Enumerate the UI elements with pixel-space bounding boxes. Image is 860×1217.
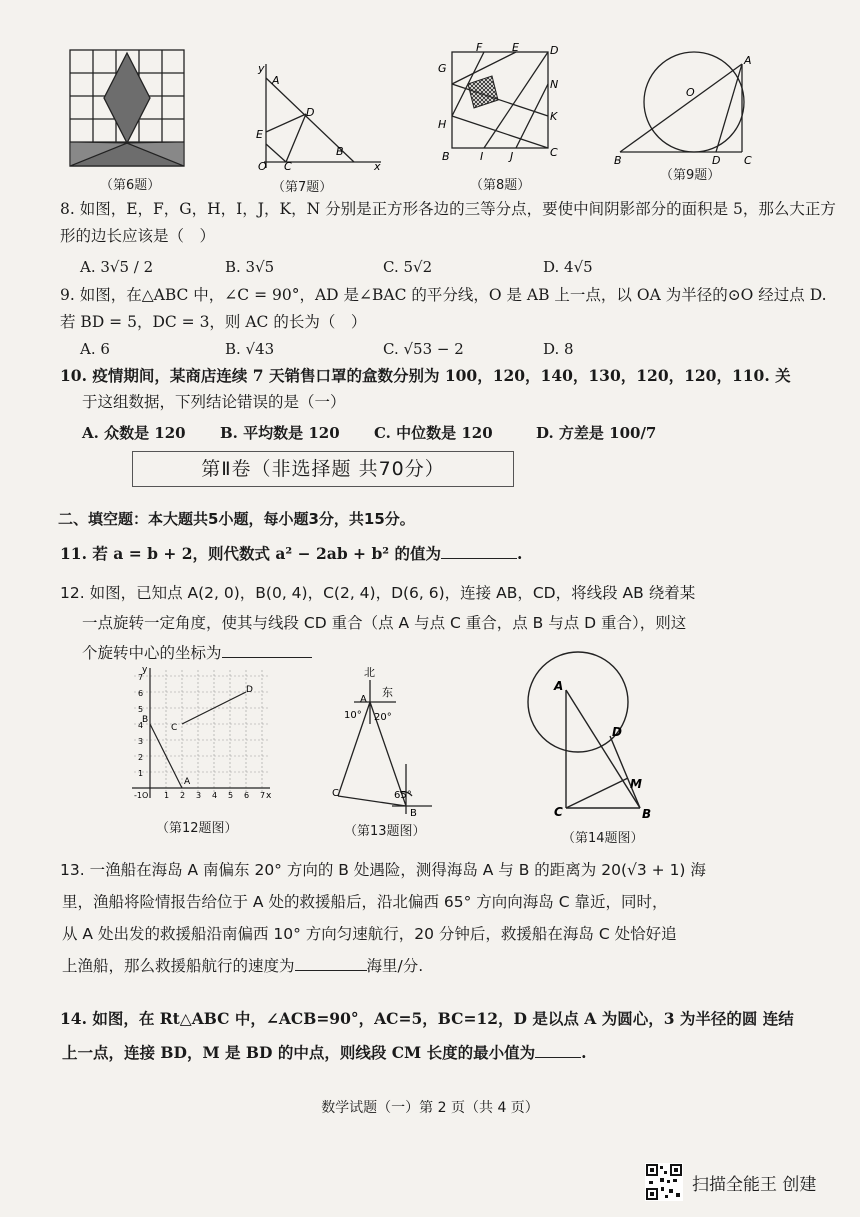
figure-7-axes xyxy=(236,60,386,172)
svg-text:D: D xyxy=(306,106,315,119)
svg-text:J: J xyxy=(510,150,514,163)
svg-text:3: 3 xyxy=(196,791,202,800)
question-11-suffix: . xyxy=(516,544,523,563)
svg-text:1: 1 xyxy=(138,769,144,778)
figure-7-caption: （第7题） xyxy=(272,180,333,195)
figure-14-caption: （第14题图） xyxy=(562,831,644,846)
svg-text:D: D xyxy=(246,685,253,695)
question-14 xyxy=(60,1002,830,1070)
figure-12-coordinate-grid xyxy=(128,664,274,804)
question-14-text: 上一点，连接 BD，M 是 BD 的中点，则线段 CM 长度的最小值为 xyxy=(62,1043,536,1062)
option-b: B. 平均数是 120 xyxy=(220,424,340,442)
svg-text:O: O xyxy=(686,86,695,99)
svg-text:东: 东 xyxy=(382,686,393,699)
svg-text:M: M xyxy=(630,777,642,791)
svg-text:O: O xyxy=(142,791,149,800)
svg-text:A: A xyxy=(272,74,280,87)
figure-8-square xyxy=(432,42,562,172)
question-11-answer-blank xyxy=(441,540,517,559)
svg-text:B: B xyxy=(410,808,417,816)
figure-8-caption: （第8题） xyxy=(470,178,531,193)
svg-text:H: H xyxy=(438,118,447,131)
option-c: C. 中位数是 120 xyxy=(374,424,493,442)
question-12 xyxy=(60,578,830,668)
svg-text:C: C xyxy=(284,160,292,172)
svg-text:2: 2 xyxy=(180,791,186,800)
svg-text:G: G xyxy=(438,62,447,75)
question-13-line-2: 里，渔船将险情报告给位于 A 处的救援船后，沿北偏西 65° 方向向海岛 C 靠近，同时， xyxy=(62,893,668,911)
svg-text:1: 1 xyxy=(164,791,170,800)
svg-text:C: C xyxy=(554,805,563,819)
svg-text:65°: 65° xyxy=(394,790,412,801)
question-9-line-1: 9. 如图，在△ABC 中，∠C = 90°，AD 是∠BAC 的平分线，O 是 AB 上一点，以 OA 为半径的⊙O 经过点 D. xyxy=(60,286,827,304)
svg-text:C: C xyxy=(744,154,752,167)
question-13-line-3: 从 A 处出发的救援船沿南偏西 10° 方向匀速航行，20 分钟后，救援船在海岛 C 处恰好追 xyxy=(62,925,677,943)
svg-text:7: 7 xyxy=(138,673,144,682)
figure-13-caption: （第13题图） xyxy=(344,824,426,839)
question-10-line-1: 10. 疫情期间，某商店连续 7 天销售口罩的盒数分别为 100，120，140，130，120，120，110. 关 xyxy=(60,366,791,385)
svg-text:C: C xyxy=(550,146,558,159)
svg-text:4: 4 xyxy=(138,721,144,730)
svg-text:10°: 10° xyxy=(344,710,362,721)
figure-13-navigation xyxy=(332,664,442,816)
svg-text:x: x xyxy=(266,791,272,801)
option-a: A. 3√5 / 2 xyxy=(80,258,154,276)
svg-text:5: 5 xyxy=(138,705,144,714)
figure-6-caption: （第6题） xyxy=(100,178,161,193)
question-12-answer-blank xyxy=(222,639,312,658)
svg-text:5: 5 xyxy=(228,791,234,800)
question-12-line-2: 一点旋转一定角度，使其与线段 CD 重合（点 A 与点 C 重合，点 B 与点 D 重合），则这 xyxy=(82,614,687,632)
option-a: A. 众数是 120 xyxy=(82,424,186,442)
option-a: A. 6 xyxy=(80,340,110,358)
svg-text:D: D xyxy=(712,154,721,167)
question-8 xyxy=(60,196,836,250)
svg-text:B: B xyxy=(142,715,149,725)
question-13-line-1: 13. 一渔船在海岛 A 南偏东 20° 方向的 B 处遇险，测得海岛 A 与 B 的距离为 20(√3 + 1) 海 xyxy=(60,861,706,879)
question-10-line-2: 于这组数据，下列结论错误的是（一） xyxy=(82,393,346,411)
svg-text:3: 3 xyxy=(138,737,144,746)
question-14-suffix: . xyxy=(581,1043,587,1062)
question-13-answer-blank xyxy=(295,952,367,971)
option-d: D. 4√5 xyxy=(543,258,593,276)
svg-text:C: C xyxy=(171,723,178,733)
svg-text:I: I xyxy=(480,150,484,163)
option-c: C. √53 − 2 xyxy=(383,340,464,358)
figure-6-grid-kite xyxy=(68,48,186,170)
svg-text:B: B xyxy=(442,150,450,163)
svg-text:E: E xyxy=(512,42,519,54)
svg-text:A: A xyxy=(744,54,752,67)
svg-text:D: D xyxy=(550,44,559,57)
question-14-line-1: 14. 如图，在 Rt△ABC 中，∠ACB=90°，AC=5，BC=12，D 是以点 A 为圆心，3 为半径的圆 连结 xyxy=(60,1009,794,1028)
svg-text:F: F xyxy=(476,42,483,54)
svg-text:A: A xyxy=(554,679,564,693)
svg-text:B: B xyxy=(614,154,622,167)
question-14-answer-blank xyxy=(535,1039,581,1058)
option-d: D. 方差是 100/7 xyxy=(536,424,657,442)
svg-text:B: B xyxy=(336,145,344,158)
question-10 xyxy=(60,362,830,416)
question-8-line-2: 形的边长应该是（ ） xyxy=(60,227,216,245)
svg-text:y: y xyxy=(142,665,148,675)
question-13 xyxy=(60,854,830,982)
question-9 xyxy=(60,282,830,336)
figure-9-caption: （第9题） xyxy=(660,168,721,183)
question-14-line-2 xyxy=(60,1036,830,1070)
question-13-unit: 海里/分. xyxy=(366,957,424,975)
question-13-line-4 xyxy=(60,950,830,982)
svg-text:6: 6 xyxy=(244,791,250,800)
page-footer: 数学试题（一）第 2 页（共 4 页） xyxy=(321,1100,539,1116)
svg-text:2: 2 xyxy=(138,753,144,762)
option-b: B. 3√5 xyxy=(225,258,275,276)
question-12-line-1: 12. 如图，已知点 A(2, 0)，B(0, 4)，C(2, 4)，D(6, 6)，连接 AB，CD，将线段 AB 绕着某 xyxy=(60,584,696,602)
svg-text:4: 4 xyxy=(212,791,218,800)
svg-text:N: N xyxy=(550,78,559,91)
option-d: D. 8 xyxy=(543,340,574,358)
question-8-line-1: 8. 如图，E，F，G，H，I，J，K，N 分别是正方形各边的三等分点，要使中间阴影部分的面积是 5，那么大正方 xyxy=(60,200,836,218)
question-9-line-2: 若 BD = 5，DC = 3，则 AC 的长为（ ） xyxy=(60,313,367,331)
part-2-heading: 二、填空题：本大题共5小题，每小题3分，共15分。 xyxy=(58,510,415,528)
svg-text:O: O xyxy=(258,160,267,172)
option-c: C. 5√2 xyxy=(383,258,433,276)
svg-text:x: x xyxy=(374,160,381,172)
svg-text:20°: 20° xyxy=(374,712,392,723)
svg-text:A: A xyxy=(360,694,367,705)
qr-code-icon xyxy=(645,1163,683,1201)
scanner-brand-watermark: 扫描全能王 创建 xyxy=(692,1175,817,1195)
question-11-text: 11. 若 a = b + 2，则代数式 a² − 2ab + b² 的值为 xyxy=(60,544,441,563)
svg-text:A: A xyxy=(184,777,191,787)
svg-text:K: K xyxy=(550,110,558,123)
figure-14-circle-triangle xyxy=(516,648,672,824)
svg-text:北: 北 xyxy=(364,666,375,679)
figure-12-caption: （第12题图） xyxy=(156,821,238,836)
section-2-banner: 第Ⅱ卷（非选择题 共70分） xyxy=(132,451,514,487)
question-13-text: 上渔船，那么救援船航行的速度为 xyxy=(62,957,295,975)
question-12-text: 个旋转中心的坐标为 xyxy=(82,644,222,662)
option-b: B. √43 xyxy=(225,340,275,358)
svg-text:D: D xyxy=(612,725,622,739)
svg-text:B: B xyxy=(642,807,652,821)
svg-text:y: y xyxy=(258,62,265,75)
svg-text:-1: -1 xyxy=(134,791,142,800)
svg-text:E: E xyxy=(256,128,263,141)
question-11 xyxy=(60,540,830,567)
svg-text:7: 7 xyxy=(260,791,266,800)
svg-text:6: 6 xyxy=(138,689,144,698)
svg-text:C: C xyxy=(332,788,339,799)
figure-9-circle xyxy=(610,50,760,170)
